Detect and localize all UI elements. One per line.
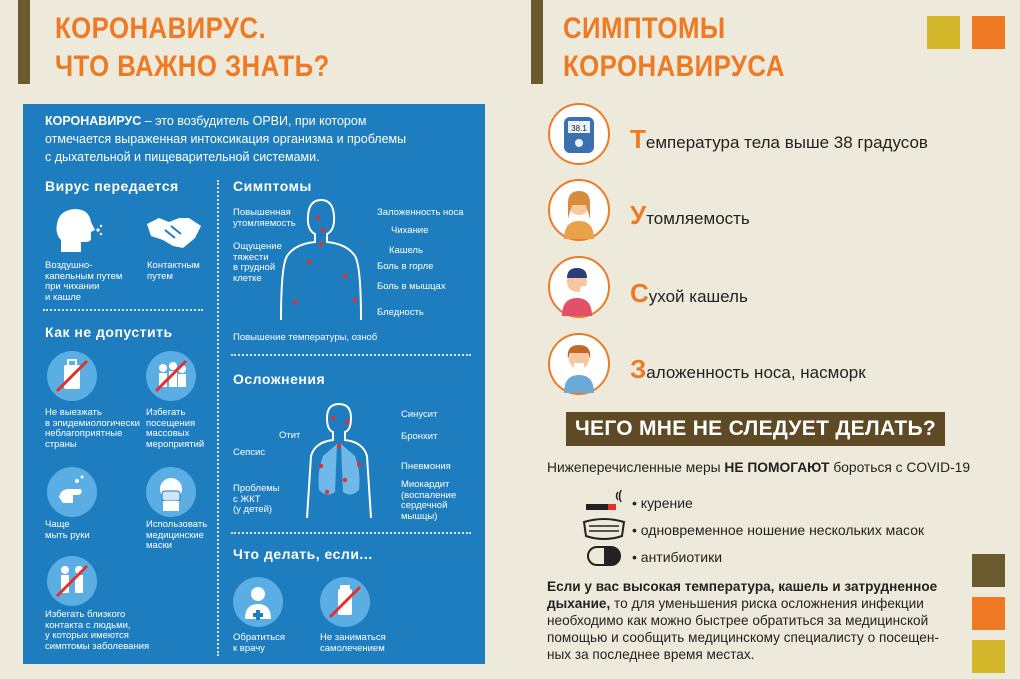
divider-right-2 (231, 532, 471, 534)
symptom-chest: Ощущение тяжести в грудной клетке (233, 241, 282, 284)
intro-text: КОРОНАВИРУС – это возбудитель ОРВИ, при котором отмечается выраженная интоксикация организма и проблемы с дыхательной и пищеварительной системами. (45, 114, 407, 164)
complication-myocarditis: Миокардит (воспаление сердечной мышцы) (401, 479, 457, 522)
complication-sepsis: Сепсис (233, 447, 266, 458)
symptom-pale: Бледность (377, 307, 424, 318)
no-crowds-icon (146, 351, 196, 401)
dont-item-antibiotics: • антибиотики (632, 549, 723, 565)
mask-label: Использовать медицинские маски (146, 519, 208, 551)
symptom-sneeze: Чихание (391, 225, 429, 236)
dont-heading: ЧЕГО МНЕ НЕ СЛЕДУЕТ ДЕЛАТЬ? (566, 412, 945, 446)
transmission-heading: Вирус передается (45, 178, 179, 194)
complication-git: Проблемы с ЖКТ (у детей) (233, 483, 280, 515)
symptoms-heading: Симптомы (233, 178, 312, 194)
complication-sinusitis: Синусит (401, 409, 438, 420)
no-crowds-label: Избегать посещения массовых мероприятий (146, 407, 205, 450)
dont-intro: Нижеперечисленные меры НЕ ПОМОГАЮТ бороться с COVID-19 (547, 460, 971, 475)
no-self-medication-icon (320, 577, 370, 627)
symptom-stuffy-nose: Заложенность носа, насморк (630, 354, 866, 384)
symptom-dry-cough: Сухой кашель (630, 278, 748, 308)
airborne-label: Воздушно- капельным путем при чихании и кашле (45, 260, 123, 303)
complication-pneumonia: Пневмония (401, 461, 451, 472)
handshake-icon (145, 212, 203, 252)
symptom-temperature: Температура тела выше 38 градусов (630, 124, 928, 154)
cigarette-icon (584, 488, 624, 514)
symptom-fatigue-right: Утомляемость (630, 200, 750, 230)
no-travel-label: Не выезжать в эпидемиологически неблагоприятные страны (45, 407, 140, 450)
mask-icon (146, 467, 196, 517)
wash-hands-label: Чаще мыть руки (45, 519, 90, 541)
prevention-heading: Как не допустить (45, 324, 173, 340)
deco-square-brown (972, 554, 1005, 587)
cough-person-icon (548, 256, 610, 318)
double-mask-icon (581, 516, 627, 542)
no-travel-icon (47, 351, 97, 401)
deco-square-mustard (972, 640, 1005, 673)
deco-square-orange (972, 597, 1005, 630)
symptom-cough: Кашель (389, 245, 423, 256)
left-title: КОРОНАВИРУС. ЧТО ВАЖНО ЗНАТЬ? (55, 12, 330, 83)
runny-nose-person-icon (548, 333, 610, 395)
symptom-fever: Повышение температуры, озноб (233, 332, 378, 343)
right-title-bar (531, 0, 543, 84)
right-title: СИМПТОМЫ КОРОНАВИРУСА (563, 12, 785, 83)
fatigue-person-icon (548, 179, 610, 241)
symptom-muscles: Боль в мышцах (377, 281, 446, 292)
complication-otitis: Отит (279, 430, 301, 441)
pill-icon (586, 544, 622, 568)
thermometer-reading: 38.1 (571, 124, 587, 133)
whattodo-heading: Что делать, если... (233, 546, 373, 562)
deco-square-orange-top (972, 16, 1005, 49)
info-panel (23, 104, 485, 664)
advice-text: Если у вас высокая температура, кашель и затрудненное дыхание, то для уменьшения риска осложнения инфекции необходимо как можно быстрее обратиться за медицинской помощью и сообщить медицинскому специалисту о посещен- ных за последнее время местах. (547, 579, 939, 662)
airborne-head-icon (51, 204, 103, 256)
symptom-fatigue: Повышенная утомляемость (233, 207, 296, 229)
thermometer-icon (548, 103, 610, 165)
no-close-contact-label: Избегать близкого контакта с людьми, у которых имеются симптомы заболевания (45, 609, 150, 652)
symptom-nose: Заложенность носа (377, 207, 464, 218)
dont-item-masks: • одновременное ношение нескольких масок (632, 522, 925, 538)
lungs-icon (303, 400, 375, 518)
complication-bronchitis: Бронхит (401, 431, 438, 442)
no-self-medication-label: Не заниматься самолечением (320, 632, 386, 654)
left-title-bar (18, 0, 30, 84)
no-close-contact-icon (47, 556, 97, 606)
contact-label: Контактным путем (147, 260, 200, 282)
vertical-divider (217, 180, 219, 656)
deco-square-mustard-top (927, 16, 960, 49)
doctor-icon (233, 577, 283, 627)
doctor-label: Обратиться к врачу (233, 632, 286, 654)
complications-heading: Осложнения (233, 371, 326, 387)
dont-item-smoking: • курение (632, 495, 693, 511)
symptom-throat: Боль в горле (377, 261, 434, 272)
divider-left-1 (43, 309, 203, 311)
wash-hands-icon (47, 467, 97, 517)
divider-right-1 (231, 354, 471, 356)
